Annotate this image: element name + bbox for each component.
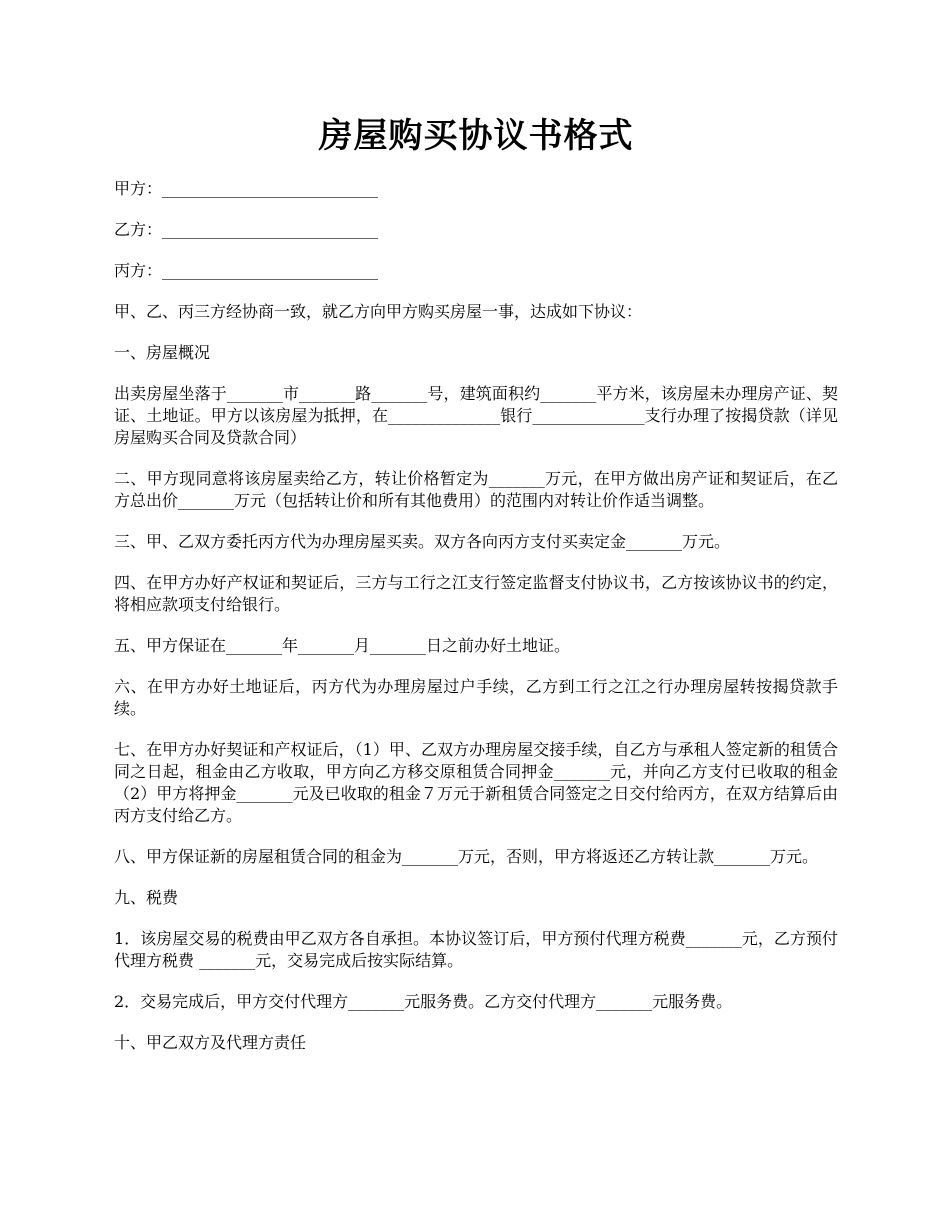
party-a-line: 甲方：___________________________ xyxy=(114,179,379,198)
clause-5-paragraph: 五、甲方保证在_______年_______月_______日之前办好土地证。 xyxy=(114,636,571,655)
party-b-line: 乙方：___________________________ xyxy=(114,220,379,239)
property-overview-paragraph: 出卖房屋坐落于_______市_______路_______号，建筑面积约_______平方米，该房屋未办理房产证、契证、土地证。甲方以该房屋为抵押，在______________银行______________支行办理了按揭贷款（详见房屋购买合同及贷款合同） xyxy=(114,384,838,447)
party-c-line: 丙方：___________________________ xyxy=(114,261,379,280)
clause-8-paragraph: 八、甲方保证新的房屋租赁合同的租金为_______万元，否则，甲方将返还乙方转让款_______万元。 xyxy=(114,847,819,866)
preamble-paragraph: 甲、乙、丙三方经协商一致，就乙方向甲方购买房屋一事，达成如下协议： xyxy=(114,302,643,321)
clause-3-paragraph: 三、甲、乙双方委托丙方代为办理房屋买卖。双方各向丙方支付买卖定金_______万元。 xyxy=(114,532,731,551)
section-heading-1: 一、房屋概况 xyxy=(114,343,211,362)
clause-7-paragraph: 七、在甲方办好契证和产权证后，（1）甲、乙双方办理房屋交接手续，自乙方与承租人签定新的租赁合同之日起，租金由乙方收取，甲方向乙方移交原租赁合同押金_______元，并向乙方支付已收取的租金（2）甲方将押金_______元及已收取的租金７万元于新租赁合同签定之日交付给丙方，在双方结算后由丙方支付给乙方。 xyxy=(114,740,838,825)
tax-item-2-paragraph: 2．交易完成后，甲方交付代理方_______元服务费。乙方交付代理方_______元服务费。 xyxy=(114,992,733,1011)
clause-2-paragraph: 二、甲方现同意将该房屋卖给乙方，转让价格暂定为_______万元，在甲方做出房产证和契证后，在乙方总出价_______万元（包括转让价和所有其他费用）的范围内对转让价作适当调整。 xyxy=(114,469,838,510)
clause-4-paragraph: 四、在甲方办好产权证和契证后，三方与工行之江支行签定监督支付协议书，乙方按该协议书的约定，将相应款项支付给银行。 xyxy=(114,573,838,614)
clause-6-paragraph: 六、在甲方办好土地证后，丙方代为办理房屋过户手续，乙方到工行之江之行办理房屋转按揭贷款手续。 xyxy=(114,677,838,718)
section-heading-10: 十、甲乙双方及代理方责任 xyxy=(114,1033,307,1052)
section-heading-9: 九、税费 xyxy=(114,888,179,907)
tax-item-1-paragraph: 1．该房屋交易的税费由甲乙双方各自承担。本协议签订后，甲方预付代理方税费_______元，乙方预付代理方税费 _______元，交易完成后按实际结算。 xyxy=(114,929,838,970)
document-title: 房屋购买协议书格式 xyxy=(318,116,634,156)
